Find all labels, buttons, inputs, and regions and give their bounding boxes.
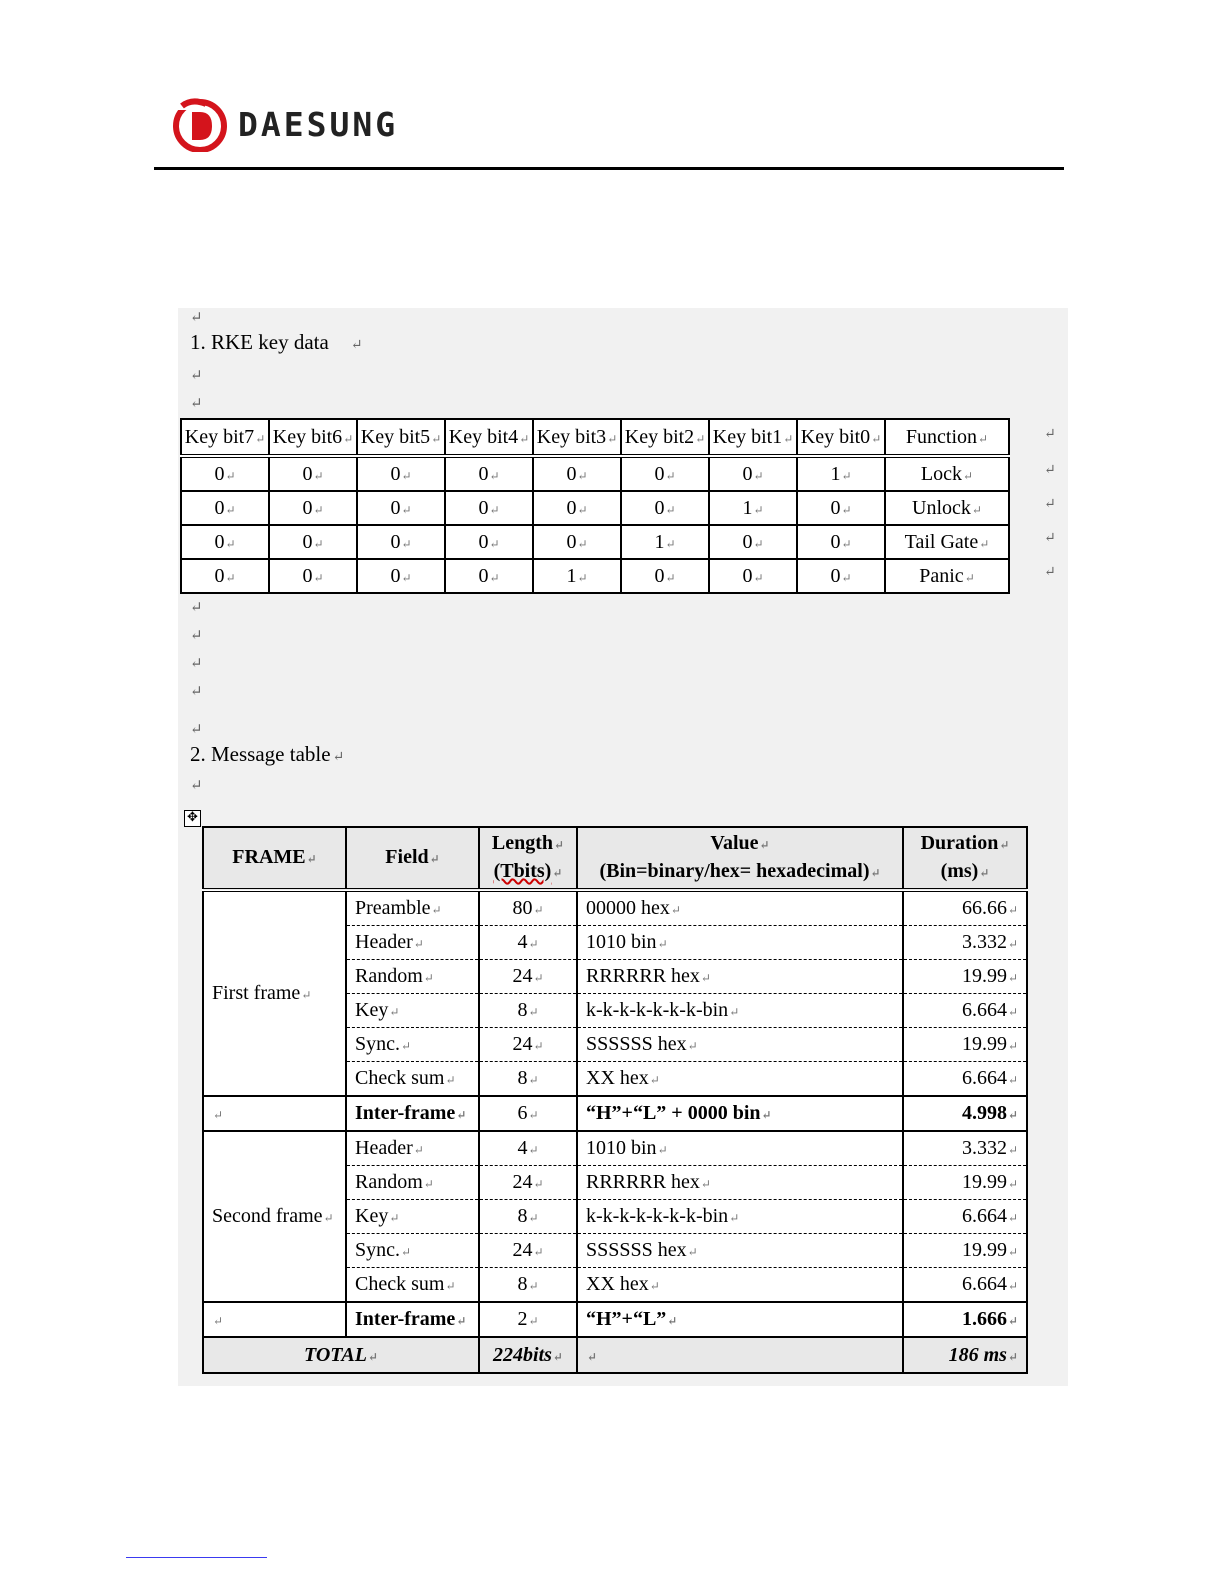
total-length: 224bits↵ [479,1337,577,1373]
table-row [203,1131,1027,1166]
paragraph-mark-icon: ↵ [190,778,203,794]
field-cell: Key↵ [346,1200,479,1234]
length-cell: 4↵ [479,1131,577,1166]
duration-cell: 66.66↵ [903,890,1027,926]
table-cell: 0↵ [445,525,533,559]
table-cell: 1↵ [621,525,709,559]
header-cell: Key bit2↵ [621,419,709,456]
company-logo [172,96,398,152]
length-cell: 80↵ [479,890,577,926]
function-cell: Tail Gate↵ [885,525,1009,559]
end-of-row-mark-icon: ↵ [1044,565,1056,580]
table-cell: 0↵ [709,456,797,491]
field-cell: Check sum↵ [346,1268,479,1303]
table-move-handle-icon[interactable]: ✥ [184,810,201,827]
table-row [181,559,1009,593]
total-value: ↵ [577,1337,903,1373]
total-label: TOTAL↵ [203,1337,479,1373]
duration-cell: 19.99↵ [903,1234,1027,1268]
duration-cell: 6.664↵ [903,1062,1027,1097]
header-cell: Key bit4↵ [445,419,533,456]
duration-cell: 4.998↵ [903,1096,1027,1131]
rke-key-table [180,418,1010,594]
duration-cell: 6.664↵ [903,1200,1027,1234]
header-value: Value↵ (Bin=binary/hex= hexadecimal)↵ [577,827,903,890]
table-cell: 0↵ [269,456,357,491]
table-cell: 0↵ [269,491,357,525]
duration-cell: 19.99↵ [903,1166,1027,1200]
section-heading-message [190,742,344,767]
section-heading-text: 1. RKE key data [190,330,329,354]
daesung-logo-icon [172,96,228,152]
paragraph-mark-icon: ↵ [190,628,203,644]
table-cell: 0↵ [357,525,445,559]
duration-cell: 6.664↵ [903,1268,1027,1303]
total-row [203,1337,1027,1373]
table-cell: 0↵ [797,491,885,525]
field-cell: Sync.↵ [346,1234,479,1268]
length-cell: 8↵ [479,994,577,1028]
length-cell: 24↵ [479,1028,577,1062]
length-cell: 24↵ [479,960,577,994]
table-cell: 0↵ [181,491,269,525]
message-table [202,826,1028,1374]
table-cell: 0↵ [445,456,533,491]
length-cell: 24↵ [479,1234,577,1268]
table-row [181,456,1009,491]
frame-label-first: First frame↵ [203,890,346,1096]
header-field: Field↵ [346,827,479,890]
end-of-row-mark-icon: ↵ [1044,497,1056,512]
paragraph-mark-icon: ↵ [190,656,203,672]
field-cell: Header↵ [346,926,479,960]
table-cell: 0↵ [181,559,269,593]
field-cell: Key↵ [346,994,479,1028]
value-cell: SSSSSS hex↵ [577,1234,903,1268]
table-cell: 1↵ [797,456,885,491]
table-cell: 0↵ [797,559,885,593]
inter-frame-row [203,1302,1027,1337]
value-cell: 1010 bin↵ [577,926,903,960]
table-cell: 1↵ [533,559,621,593]
paragraph-mark-icon: ↵ [190,600,203,616]
header-cell: Key bit6↵ [269,419,357,456]
table-cell: 0↵ [709,525,797,559]
function-cell: Unlock↵ [885,491,1009,525]
value-cell: k-k-k-k-k-k-k-bin↵ [577,1200,903,1234]
end-of-row-mark-icon: ↵ [1044,463,1056,478]
inter-frame-row [203,1096,1027,1131]
value-cell: 00000 hex↵ [577,890,903,926]
duration-cell: 19.99↵ [903,960,1027,994]
value-cell: SSSSSS hex↵ [577,1028,903,1062]
table-row [181,491,1009,525]
table-cell: 0↵ [621,559,709,593]
table-cell: 0↵ [533,525,621,559]
table-cell: 0↵ [797,525,885,559]
end-of-row-mark-icon: ↵ [1044,531,1056,546]
table-row [181,525,1009,559]
paragraph-mark-icon: ↵ [190,310,203,326]
header-cell: Function↵ [885,419,1009,456]
value-cell: XX hex↵ [577,1062,903,1097]
duration-cell: 6.664↵ [903,994,1027,1028]
table-cell: 0↵ [533,456,621,491]
field-cell: Inter-frame↵ [346,1302,479,1337]
field-cell: Sync.↵ [346,1028,479,1062]
length-cell: 4↵ [479,926,577,960]
table-cell: 0↵ [445,559,533,593]
table-header-row [203,827,1027,890]
table-cell: 0↵ [621,491,709,525]
table-cell: 0↵ [357,456,445,491]
total-duration: 186 ms↵ [903,1337,1027,1373]
table-cell: 0↵ [181,525,269,559]
field-cell: Preamble↵ [346,890,479,926]
header-duration: Duration↵ (ms)↵ [903,827,1027,890]
paragraph-mark-icon: ↵ [190,396,203,412]
header-length: Length↵ (Tbits)↵ [479,827,577,890]
header-cell: Key bit7↵ [181,419,269,456]
brand-name: DAESUNG [238,104,399,144]
paragraph-mark-icon: ↵ [190,722,203,738]
value-cell: “H”+“L” + 0000 bin↵ [577,1096,903,1131]
duration-cell: 1.666↵ [903,1302,1027,1337]
length-cell: 6↵ [479,1096,577,1131]
section-heading-rke [190,330,363,355]
header-frame: FRAME↵ [203,827,346,890]
table-cell: 0↵ [621,456,709,491]
paragraph-mark-icon: ↵ [190,368,203,384]
value-cell: 1010 bin↵ [577,1131,903,1166]
field-cell: Header↵ [346,1131,479,1166]
value-cell: XX hex↵ [577,1268,903,1303]
header-cell: Key bit0↵ [797,419,885,456]
empty-frame-cell: ↵ [203,1302,346,1337]
header-rule [154,167,1064,170]
paragraph-mark-icon: ↵ [190,684,203,700]
table-cell: 0↵ [357,559,445,593]
table-cell: 0↵ [269,525,357,559]
section-heading-text: 2. Message table [190,742,331,766]
length-cell: 2↵ [479,1302,577,1337]
table-cell: 1↵ [709,491,797,525]
table-cell: 0↵ [357,491,445,525]
end-of-row-mark-icon: ↵ [1044,427,1056,442]
value-cell: k-k-k-k-k-k-k-bin↵ [577,994,903,1028]
document-screenshot [178,308,1068,1386]
function-cell: Lock↵ [885,456,1009,491]
function-cell: Panic↵ [885,559,1009,593]
table-cell: 0↵ [709,559,797,593]
paragraph-mark-icon: ↵ [332,750,345,765]
field-cell: Random↵ [346,1166,479,1200]
value-cell: “H”+“L”↵ [577,1302,903,1337]
length-cell: 8↵ [479,1200,577,1234]
header-cell: Key bit5↵ [357,419,445,456]
table-cell: 0↵ [445,491,533,525]
table-cell: 0↵ [269,559,357,593]
duration-cell: 19.99↵ [903,1028,1027,1062]
duration-cell: 3.332↵ [903,926,1027,960]
table-header-row [181,419,1009,456]
field-cell: Inter-frame↵ [346,1096,479,1131]
length-cell: 8↵ [479,1062,577,1097]
table-cell: 0↵ [181,456,269,491]
value-cell: RRRRRR hex↵ [577,1166,903,1200]
field-cell: Check sum↵ [346,1062,479,1097]
length-cell: 8↵ [479,1268,577,1303]
table-cell: 0↵ [533,491,621,525]
frame-label-second: Second frame↵ [203,1131,346,1302]
empty-frame-cell: ↵ [203,1096,346,1131]
paragraph-mark-icon: ↵ [350,338,363,353]
header-cell: Key bit1↵ [709,419,797,456]
length-cell: 24↵ [479,1166,577,1200]
table-row [203,890,1027,926]
header-cell: Key bit3↵ [533,419,621,456]
field-cell: Random↵ [346,960,479,994]
value-cell: RRRRRR hex↵ [577,960,903,994]
footer-link-underline[interactable] [126,1557,267,1558]
duration-cell: 3.332↵ [903,1131,1027,1166]
